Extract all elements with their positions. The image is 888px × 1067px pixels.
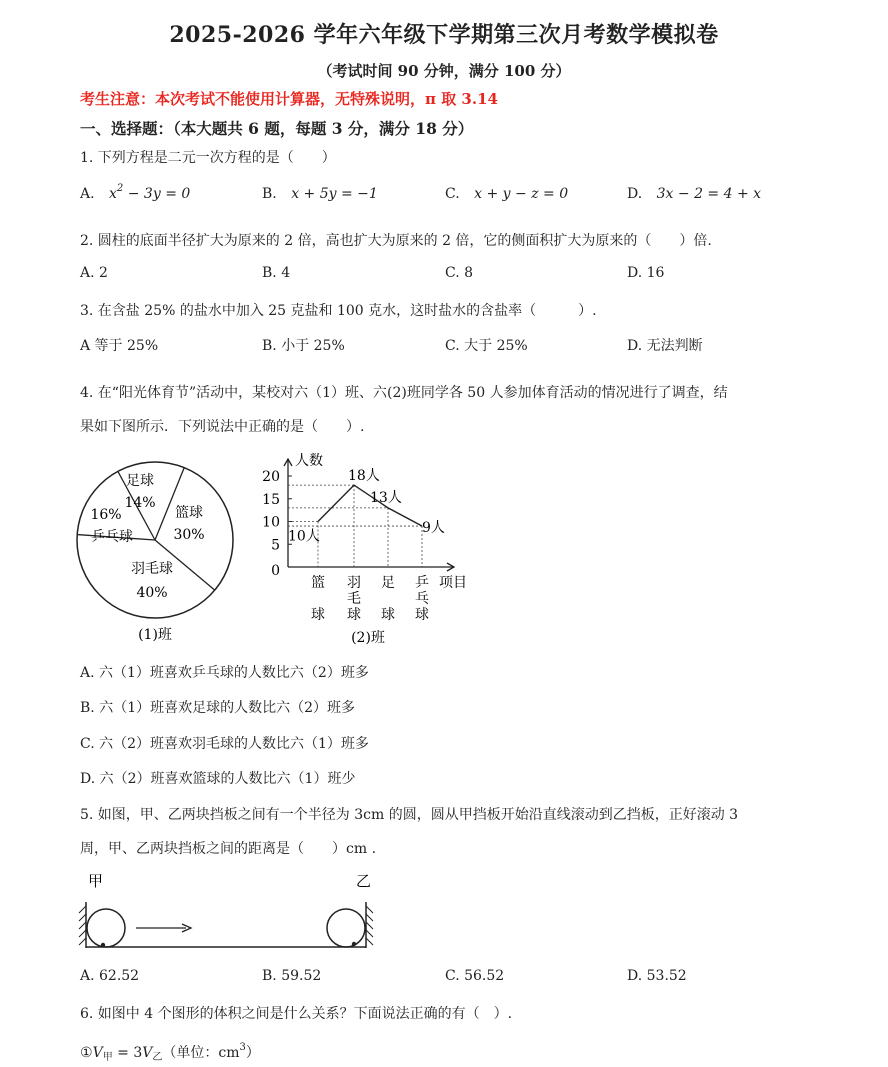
pie-slice-name: 篮球 (175, 505, 203, 521)
x-category-label-char: 篮 (311, 575, 325, 591)
x-category-label-char: 球 (415, 607, 429, 623)
option-expr: x + y − z = 0 (474, 186, 569, 202)
x-category-label-char: 乒 (415, 575, 429, 591)
y-axis-label: 人数 (295, 453, 323, 469)
point-label: 18人 (348, 468, 380, 485)
y-tick-label: 20 (262, 469, 280, 485)
label-jia: 甲 (88, 872, 104, 890)
y-tick-label: 15 (262, 491, 280, 508)
q3-option-d: D. 无法判断 (627, 338, 703, 354)
pie-caption: (1)班 (138, 627, 172, 643)
point-label: 13人 (370, 489, 402, 506)
y-tick-label: 5 (271, 537, 280, 554)
question-4-stem-line1: 4. 在“阳光体育节”活动中，某校对六（1）班、六(2)班同学各 50 人参加体育活动的情况进行了调查，结 (80, 385, 728, 401)
q1-option-b (262, 186, 378, 202)
q5-option-c: C. 56.52 (445, 968, 505, 984)
circle-start (87, 909, 125, 947)
volume-symbol-2: V (142, 1045, 153, 1061)
question-5-stem-line2: 周，甲、乙两块挡板之间的距离是（ ）cm . (80, 841, 377, 857)
option-expr: $x^2 - 3y = 0$ (109, 183, 191, 202)
volume-symbol: V (92, 1045, 103, 1061)
subscript-jia: 甲 (102, 1052, 113, 1063)
point-label: 10人 (288, 528, 320, 545)
q4-option-b: B. 六（1）班喜欢足球的人数比六（2）班多 (80, 700, 356, 716)
option-label: B. (262, 186, 277, 202)
question-3-stem: 3. 在含盐 25% 的盐水中加入 25 克盐和 100 克水，这时盐水的含盐率（ ）. (80, 303, 597, 319)
x-category-label-char: 足 (381, 575, 395, 591)
pie-slice-pct: 30% (173, 527, 205, 543)
circle-end (327, 909, 365, 947)
x-category-label-char: 球 (311, 607, 325, 623)
option-label: C. (445, 186, 460, 202)
line-chart-body (262, 452, 467, 646)
exam-title: 2025-2026 学年六年级下学期第三次月考数学模拟卷 (169, 22, 719, 48)
q3-option-c: C. 大于 25% (445, 338, 528, 354)
q5-option-d: D. 53.52 (627, 968, 687, 984)
circle-start-point (101, 943, 105, 947)
q2-option-c: C. 8 (445, 265, 474, 281)
q4-option-c: C. 六（2）班喜欢羽毛球的人数比六（1）班多 (80, 736, 369, 752)
q4-option-d: D. 六（2）班喜欢篮球的人数比六（1）班少 (80, 771, 356, 787)
item-marker: ① (80, 1045, 93, 1061)
q2-option-b: B. 4 (262, 265, 291, 281)
q1-option-d (627, 186, 761, 202)
question-5-stem-line1: 5. 如图，甲、乙两块挡板之间有一个半径为 3cm 的圆，圆从甲挡板开始沿直线滚动到乙挡板，正好滚动 3 (80, 807, 739, 823)
question-4-stem-line2: 果如下图所示．下列说法中正确的是（ ）. (80, 419, 365, 435)
x-axis-label: 项目 (439, 575, 467, 591)
y-tick-label: 10 (262, 514, 280, 531)
q2-option-d: D. 16 (627, 265, 665, 281)
line-chart-class2 (258, 445, 483, 655)
x-category-label-char: 球 (347, 607, 361, 623)
unit-power: 3 (239, 1042, 246, 1053)
pie-slice-pct: 14% (124, 495, 156, 511)
line-chart-caption: (2)班 (351, 630, 385, 646)
pie-chart-class1 (74, 455, 239, 655)
x-category-label-char: 毛 (347, 591, 361, 607)
x-category-label-char: 球 (381, 607, 395, 623)
x-category-label-char: 羽 (347, 575, 361, 591)
circle-end-point (352, 942, 356, 946)
q5-option-a: A. 62.52 (80, 968, 140, 984)
question-1-stem: 1. 下列方程是二元一次方程的是（ ） (80, 150, 336, 166)
q1-option-a (80, 183, 191, 202)
q1-option-c (445, 186, 568, 202)
exam-notice: 考生注意：本次考试不能使用计算器，无特殊说明，π 取 3.14 (80, 90, 498, 108)
exam-subtitle: （考试时间 90 分钟，满分 100 分） (317, 62, 571, 80)
subscript-yi: 乙 (152, 1052, 163, 1063)
option-expr: 3x − 2 = 4 + x (656, 186, 762, 202)
option-label: D. (627, 186, 643, 202)
section-heading: 一、选择题：（本大题共 6 题，每题 3 分，满分 18 分） (80, 119, 474, 138)
question-2-stem: 2. 圆柱的底面半径扩大为原来的 2 倍，高也扩大为原来的 2 倍，它的侧面积扩大为原来的（ ）倍. (80, 233, 712, 249)
unit-text: （单位：cm (162, 1045, 240, 1061)
label-yi: 乙 (356, 872, 372, 890)
point-label: 9人 (422, 520, 445, 537)
option-expr: x + 5y = −1 (291, 186, 378, 202)
pie-slice-pct: 16% (90, 507, 122, 523)
q3-option-a: A 等于 25% (80, 338, 159, 354)
q4-option-a: A. 六（1）班喜欢乒乓球的人数比六（2）班多 (80, 665, 369, 681)
q2-option-a: A. 2 (80, 265, 108, 281)
equals-text: = 3 (112, 1045, 143, 1061)
unit-close: ） (245, 1045, 260, 1061)
left-baffle-hatch (79, 906, 86, 945)
pie-slice-name: 羽毛球 (131, 561, 173, 577)
pie-slices (77, 462, 233, 618)
pie-slice-pct: 40% (136, 585, 168, 601)
pie-slice-name: 足球 (126, 473, 154, 489)
x-category-label-char: 乓 (415, 591, 429, 607)
rolling-circle-diagram (70, 868, 390, 958)
q6-item-1 (80, 1042, 260, 1062)
q3-option-b: B. 小于 25% (262, 338, 345, 354)
right-baffle-hatch (366, 906, 373, 945)
question-6-stem: 6. 如图中 4 个图形的体积之间是什么关系？下面说法正确的有（ ）. (80, 1006, 513, 1022)
q5-option-b: B. 59.52 (262, 968, 322, 984)
y-tick-label: 0 (271, 563, 280, 579)
option-label: A. (80, 186, 95, 202)
pie-slice-name: 乒乓球 (91, 529, 133, 545)
